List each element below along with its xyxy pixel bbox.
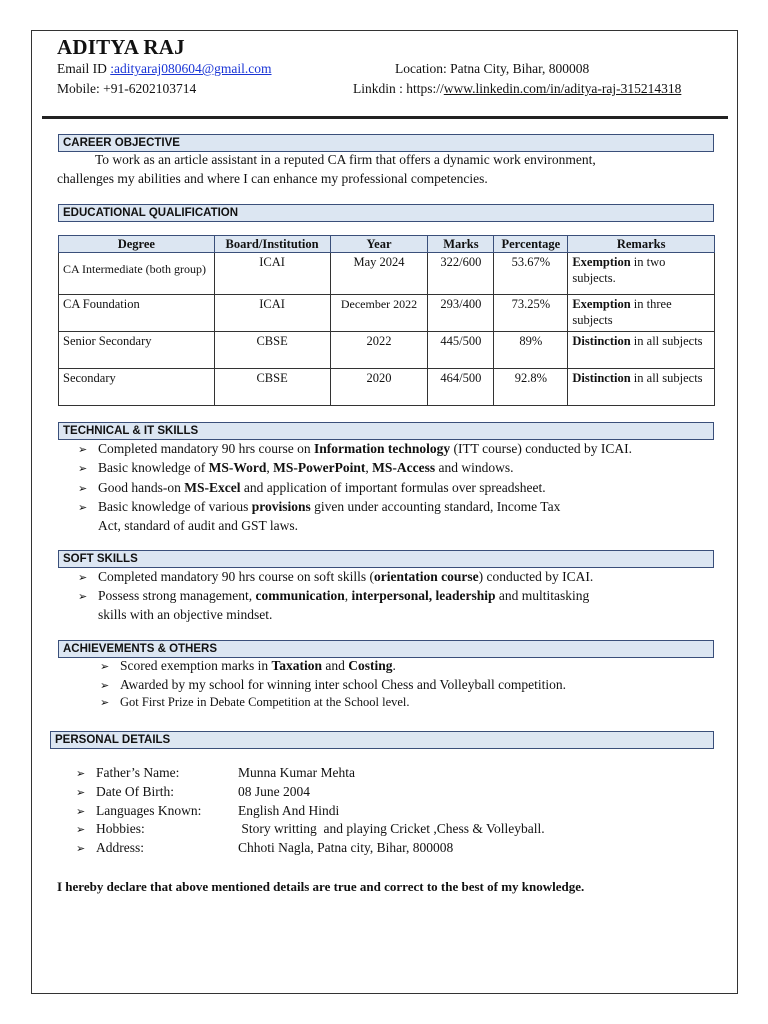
objective-line-2: challenges my abilities and where I can enhance my professional competencies. (57, 171, 488, 186)
arrow-bullet-icon: ➢ (78, 590, 88, 603)
personal-value: Munna Kumar Mehta (238, 765, 355, 780)
section-achievements: ACHIEVEMENTS & OTHERS (58, 640, 714, 658)
arrow-bullet-icon: ➢ (100, 696, 110, 709)
section-technical-skills: TECHNICAL & IT SKILLS (58, 422, 714, 440)
arrow-bullet-icon: ➢ (76, 805, 86, 818)
cell-degree: CA Intermediate (both group) (59, 253, 215, 295)
list-item-continuation: Act, standard of audit and GST laws. (98, 518, 298, 533)
col-degree: Degree (59, 236, 215, 253)
cell-year: 2022 (330, 332, 428, 369)
mobile: Mobile: +91-6202103714 (57, 81, 197, 96)
cell-year: December 2022 (330, 295, 428, 332)
cell-remarks: Exemption in three subjects (568, 295, 715, 332)
cell-remarks: Distinction in all subjects (568, 332, 715, 369)
cell-percentage: 92.8% (494, 369, 568, 406)
list-item-continuation: skills with an objective mindset. (98, 607, 273, 622)
linkedin-link[interactable]: www.linkedin.com/in/aditya-raj-315214318 (443, 81, 682, 96)
cell-marks: 322/600 (428, 253, 494, 295)
cell-year: May 2024 (330, 253, 428, 295)
section-education: EDUCATIONAL QUALIFICATION (58, 204, 714, 222)
cell-board: ICAI (214, 253, 330, 295)
table-row (59, 295, 715, 332)
objective-line-1: To work as an article assistant in a reputed CA firm that offers a dynamic work environment, (95, 152, 596, 167)
arrow-bullet-icon: ➢ (76, 786, 86, 799)
list-item: ➢ Good hands-on MS-Excel and application of important formulas over spreadsheet. (78, 480, 546, 495)
cell-board: CBSE (214, 369, 330, 406)
arrow-bullet-icon: ➢ (76, 823, 86, 836)
arrow-bullet-icon: ➢ (100, 679, 110, 692)
cell-marks: 293/400 (428, 295, 494, 332)
col-percentage: Percentage (494, 236, 568, 253)
cell-board: CBSE (214, 332, 330, 369)
col-remarks: Remarks (568, 236, 715, 253)
arrow-bullet-icon: ➢ (76, 842, 86, 855)
list-item: ➢ Completed mandatory 90 hrs course on soft skills (orientation course) conducted by ICAI. (78, 569, 594, 584)
list-item: ➢ Got First Prize in Debate Competition at the School level. (100, 695, 410, 709)
col-board: Board/Institution (214, 236, 330, 253)
email-line (57, 61, 272, 77)
table-row (59, 369, 715, 406)
cell-remarks: Distinction in all subjects (568, 369, 715, 406)
linkedin-line (353, 81, 681, 97)
cell-degree: Senior Secondary (59, 332, 215, 369)
personal-label: ➢ Father’s Name: (76, 765, 180, 780)
list-item: ➢ Scored exemption marks in Taxation and Costing. (100, 658, 396, 673)
declaration: I hereby declare that above mentioned details are true and correct to the best of my knowledge. (57, 879, 585, 894)
list-item: ➢ Basic knowledge of MS-Word, MS-PowerPoint, MS-Access and windows. (78, 460, 514, 475)
arrow-bullet-icon: ➢ (100, 660, 110, 673)
cell-remarks: Exemption in two subjects. (568, 253, 715, 295)
header-divider (42, 116, 728, 119)
table-row (59, 253, 715, 295)
arrow-bullet-icon: ➢ (78, 482, 88, 495)
col-marks: Marks (428, 236, 494, 253)
candidate-name: ADITYA RAJ (57, 35, 185, 59)
email-label: Email ID (57, 61, 107, 76)
col-year: Year (330, 236, 428, 253)
cell-percentage: 53.67% (494, 253, 568, 295)
arrow-bullet-icon: ➢ (78, 462, 88, 475)
personal-value: 08 June 2004 (238, 784, 310, 799)
cell-year: 2020 (330, 369, 428, 406)
cell-degree: Secondary (59, 369, 215, 406)
location: Location: Patna City, Bihar, 800008 (395, 61, 590, 76)
list-item: ➢ Possess strong management, communication, interpersonal, leadership and multitasking (78, 588, 590, 603)
section-career-objective: CAREER OBJECTIVE (58, 134, 714, 152)
cell-percentage: 73.25% (494, 295, 568, 332)
resume-page (31, 30, 738, 994)
email-link[interactable]: :adityaraj080604@gmail.com (110, 61, 272, 76)
arrow-bullet-icon: ➢ (78, 571, 88, 584)
cell-marks: 445/500 (428, 332, 494, 369)
arrow-bullet-icon: ➢ (78, 443, 88, 456)
arrow-bullet-icon: ➢ (76, 767, 86, 780)
personal-label: ➢ Address: (76, 840, 144, 855)
personal-label: ➢ Hobbies: (76, 821, 145, 836)
cell-degree: CA Foundation (59, 295, 215, 332)
personal-label: ➢ Languages Known: (76, 803, 202, 818)
personal-value: Chhoti Nagla, Patna city, Bihar, 800008 (238, 840, 454, 855)
cell-marks: 464/500 (428, 369, 494, 406)
personal-label: ➢ Date Of Birth: (76, 784, 174, 799)
education-table (58, 235, 715, 406)
personal-value: English And Hindi (238, 803, 340, 818)
personal-value: Story writting and playing Cricket ,Chess & Volleyball. (238, 821, 545, 836)
education-header-row (59, 236, 715, 253)
cell-percentage: 89% (494, 332, 568, 369)
list-item: ➢ Basic knowledge of various provisions given under accounting standard, Income Tax (78, 499, 561, 514)
list-item: ➢ Completed mandatory 90 hrs course on Information technology (ITT course) conducted by ICAI. (78, 441, 633, 456)
section-personal-details: PERSONAL DETAILS (50, 731, 714, 749)
list-item: ➢ Awarded by my school for winning inter school Chess and Volleyball competition. (100, 677, 566, 692)
cell-board: ICAI (214, 295, 330, 332)
table-row (59, 332, 715, 369)
linkedin-label: Linkdin : https:// (353, 81, 444, 96)
section-soft-skills: SOFT SKILLS (58, 550, 714, 568)
arrow-bullet-icon: ➢ (78, 501, 88, 514)
